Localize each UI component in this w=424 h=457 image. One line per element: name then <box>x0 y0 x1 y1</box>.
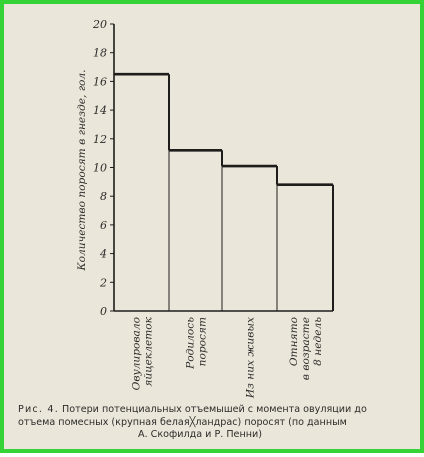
y-tick-label: 2 <box>100 276 107 290</box>
category-label-line: яйцеклеток <box>142 317 155 387</box>
y-tick-label: 12 <box>93 132 107 146</box>
category-label-line: в возрасте <box>300 317 312 381</box>
category-label-line: Отнято <box>288 317 300 367</box>
category-label-line: Овулировало <box>130 317 143 391</box>
category-labels <box>131 316 325 399</box>
y-axis-title: Количество поросят в гнезде, гол. <box>76 69 88 271</box>
caption-figure-label: Рис. 4. <box>18 404 59 415</box>
category-label <box>185 317 209 370</box>
chart <box>4 4 424 457</box>
y-tick-label: 18 <box>93 46 107 60</box>
category-label <box>131 316 155 390</box>
category-label-line: Из них живых <box>244 317 257 399</box>
y-tick-label: 6 <box>100 218 107 232</box>
caption-text-1: Потери потенциальных отъемышей с момента овуляции до <box>62 404 367 415</box>
y-tick-label: 10 <box>93 161 107 175</box>
caption-line-2: отъема помесных (крупная белая╳ландрас) поросят (по данным <box>18 416 347 428</box>
y-tick-label: 14 <box>93 104 107 118</box>
y-tick-label: 16 <box>93 75 107 89</box>
y-tick-label: 8 <box>100 190 107 204</box>
category-label-line: поросят <box>196 317 209 367</box>
figure-caption <box>18 404 416 442</box>
caption-line-3: А. Скофилда и Р. Пенни) <box>138 429 262 440</box>
y-tick-label: 0 <box>100 305 107 318</box>
category-label <box>245 317 257 399</box>
category-label-line: 8 недель <box>312 317 324 366</box>
y-tick-label: 20 <box>93 18 107 31</box>
bars <box>114 74 333 311</box>
y-axis-label-group <box>76 69 88 271</box>
y-tick-label: 4 <box>100 247 107 261</box>
y-ticks <box>92 18 114 318</box>
caption-line-1 <box>18 404 416 417</box>
category-label <box>288 317 324 380</box>
category-label-line: Родилось <box>184 317 197 369</box>
